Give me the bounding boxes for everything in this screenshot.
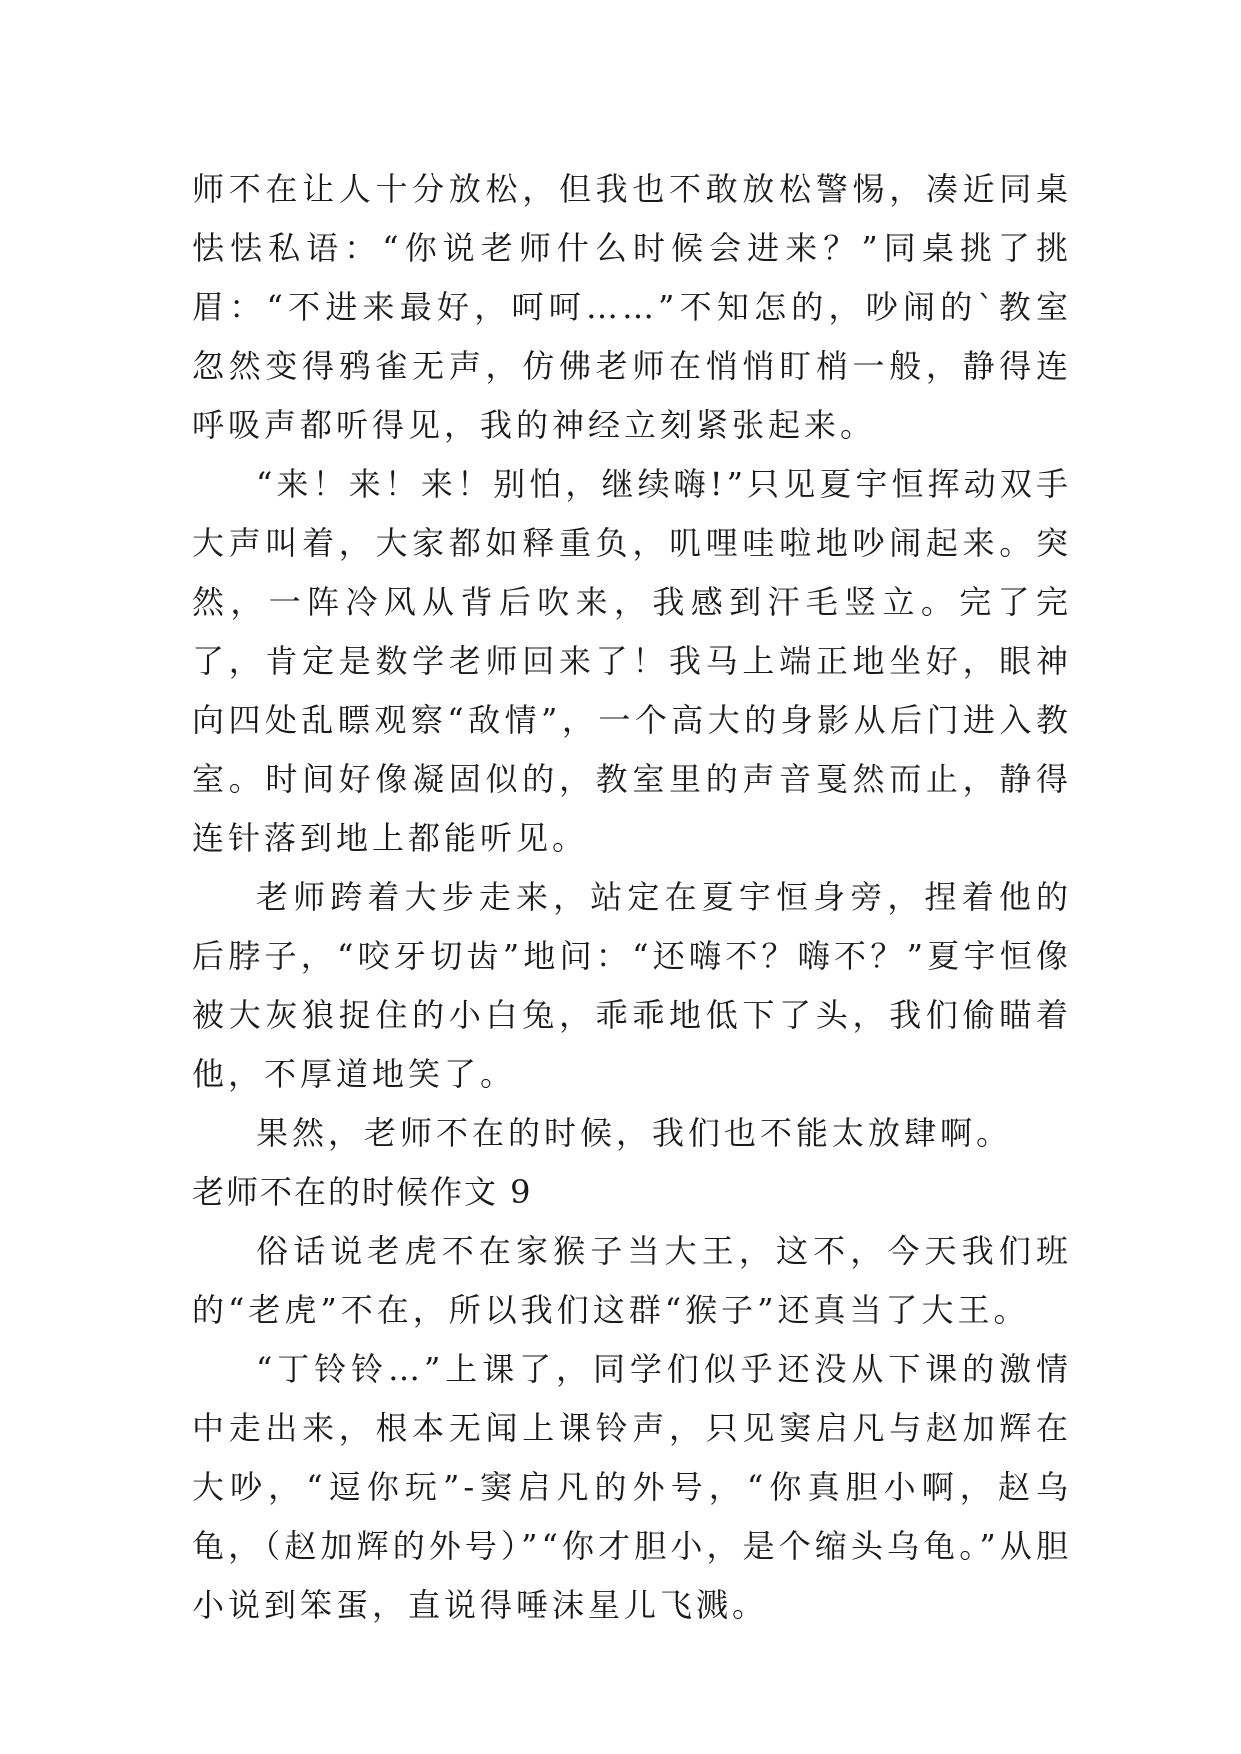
paragraph: 师不在让人十分放松，但我也不敢放松警惕，凑近同桌怯怯私语：“你说老师什么时候会进来？”同桌挑了挑眉：“不进来最好，呵呵……”不知怎的，吵闹的`教室忽然变得鸦雀无声，仿佛老师在悄悄盯梢一般，静得连呼吸声都听得见，我的神经立刻紧张起来。: [192, 170, 1072, 444]
document-body: [192, 160, 1072, 1635]
paragraph: 俗话说老虎不在家猴子当大王，这不，今天我们班的“老虎”不在，所以我们这群“猴子”还真当了大王。: [192, 1232, 1072, 1329]
paragraph: “来！来！来！别怕，继续嗨!”只见夏宇恒挥动双手大声叫着，大家都如释重负，叽哩哇啦地吵闹起来。突然，一阵冷风从背后吹来，我感到汗毛竖立。完了完了，肯定是数学老师回来了！我马上端正地坐好，眼神向四处乱瞟观察“敌情”，一个高大的身影从后门进入教室。时间好像凝固似的，教室里的声音戛然而止，静得连针落到地上都能听见。: [192, 465, 1072, 857]
paragraph: 老师跨着大步走来，站定在夏宇恒身旁，捏着他的后脖子，“咬牙切齿”地问：“还嗨不？嗨不？”夏宇恒像被大灰狼捉住的小白兔，乖乖地低下了头，我们偷瞄着他，不厚道地笑了。: [192, 878, 1072, 1093]
paragraph: 果然，老师不在的时候，我们也不能太放肆啊。: [256, 1114, 1013, 1152]
section-title: 老师不在的时候作文 9: [192, 1173, 533, 1211]
paragraph: “丁铃铃…”上课了，同学们似乎还没从下课的激情中走出来，根本无闻上课铃声，只见窦启凡与赵加辉在大吵，“逗你玩”-窦启凡的外号，“你真胆小啊，赵乌龟，（赵加辉的外号）”“你才胆小，是个缩头乌龟。”从胆小说到笨蛋，直说得唾沫星儿飞溅。: [192, 1350, 1072, 1624]
